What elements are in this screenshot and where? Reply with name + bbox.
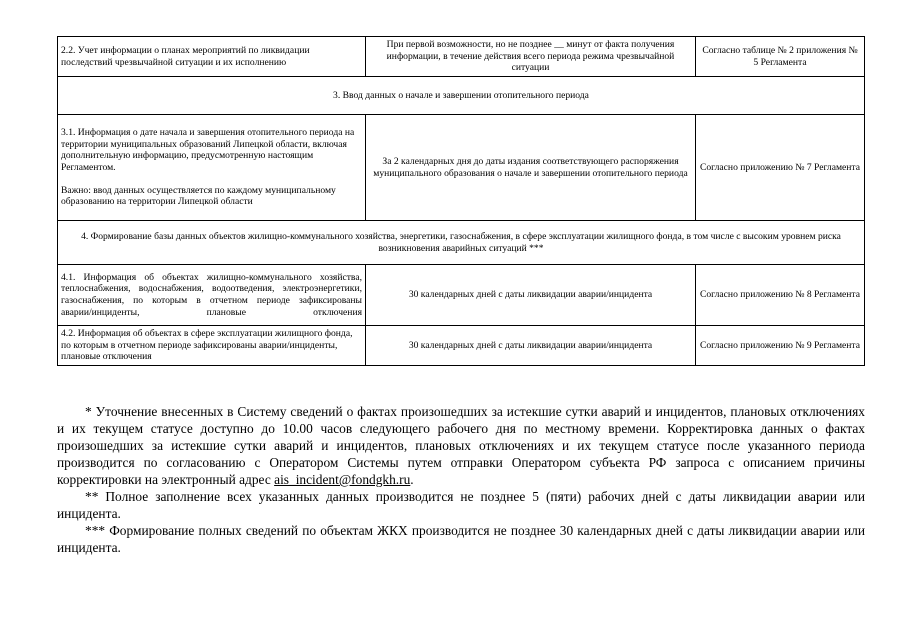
table-row [58, 326, 865, 366]
section-row [58, 77, 865, 115]
section-heading: 4. Формирование базы данных объектов жилищно-коммунального хозяйства, энергетики, газоснабжения, в сфере эксплуатации жилищного фонда, в том числе с высоким уровнем риска возникновения аварийных ситуаций *** [58, 221, 865, 265]
table-cell [58, 115, 366, 221]
table-cell: Согласно приложению № 7 Регламента [696, 115, 865, 221]
footnote-3: *** Формирование полных сведений по объектам ЖКХ производится не позднее 30 календарных дней с даты ликвидации аварии или инцидента. [57, 523, 865, 555]
cell-paragraph: 3.1. Информация о дате начала и завершения отопительного периода на территории муниципальных образований Липецкой области, включая дополнительную информацию, предусмотренную настоящим Регламентом. [61, 127, 355, 173]
table-cell: 30 календарных дней с даты ликвидации аварии/инцидента [366, 265, 696, 326]
section-heading: 3. Ввод данных о начале и завершении отопительного периода [58, 77, 865, 115]
table-row [58, 265, 865, 326]
footnote-text: * Уточнение внесенных в Систему сведений о фактах произошедших за истекшие сутки аварий и инцидентов, плановых отключениях и их текущем статусе доступно до 10.00 часов следующего рабочего дня по местному времени. Корректировка данных о фактах произошедших за истекшие сутки аварий и инцидентов, плановых отключениях и их текущем статусе после указанного периода производится по согласованию с Оператором Системы путем отправки Оператором субъекта РФ запроса с описанием причины корректировки на электронный адрес [57, 404, 865, 487]
section-row [58, 221, 865, 265]
table-cell: 4.2. Информация об объектах в сфере эксплуатации жилищного фонда, по которым в отчетном периоде зафиксированы аварии/инциденты, плановые отключения [58, 326, 366, 366]
table-cell: 2.2. Учет информации о планах мероприятий по ликвидации последствий чрезвычайной ситуации и их исполнению [58, 37, 366, 77]
footnote-text: . [410, 472, 414, 487]
cell-text: 4.1. Информация об объектах жилищно-коммунального хозяйства, теплоснабжения, водоснабжения, водоотведения, электроэнергетики, газоснабжения, по которым в отчетном периоде зафиксированы [61, 271, 362, 306]
requirements-table [57, 36, 865, 366]
table-cell: За 2 календарных дня до даты издания соответствующего распоряжения муниципального образования о начале и завершении отопительного периода [366, 115, 696, 221]
table-cell: Согласно таблице № 2 приложения № 5 Регламента [696, 37, 865, 77]
table-cell: Согласно приложению № 8 Регламента [696, 265, 865, 326]
table-cell: При первой возможности, но не позднее __ минут от факта получения информации, в течение действия всего периода режима чрезвычайной ситуации [366, 37, 696, 77]
footnote-1 [57, 403, 865, 488]
footnote-2: ** Полное заполнение всех указанных данных производится не позднее 5 (пяти) рабочих дней с даты ликвидации аварии или инцидента. [57, 489, 865, 521]
table-cell [58, 265, 366, 326]
table-row [58, 115, 865, 221]
footnotes [57, 403, 865, 556]
cell-paragraph: Важно: ввод данных осуществляется по каждому муниципальному образованию на территории Липецкой области [61, 184, 336, 208]
email-link[interactable]: ais_incident@fondgkh.ru [274, 472, 411, 487]
table-row [58, 37, 865, 77]
table-cell: 30 календарных дней с даты ликвидации аварии/инцидента [366, 326, 696, 366]
table-cell: Согласно приложению № 9 Регламента [696, 326, 865, 366]
cell-text: аварии/инциденты, плановые отключения [61, 306, 362, 318]
